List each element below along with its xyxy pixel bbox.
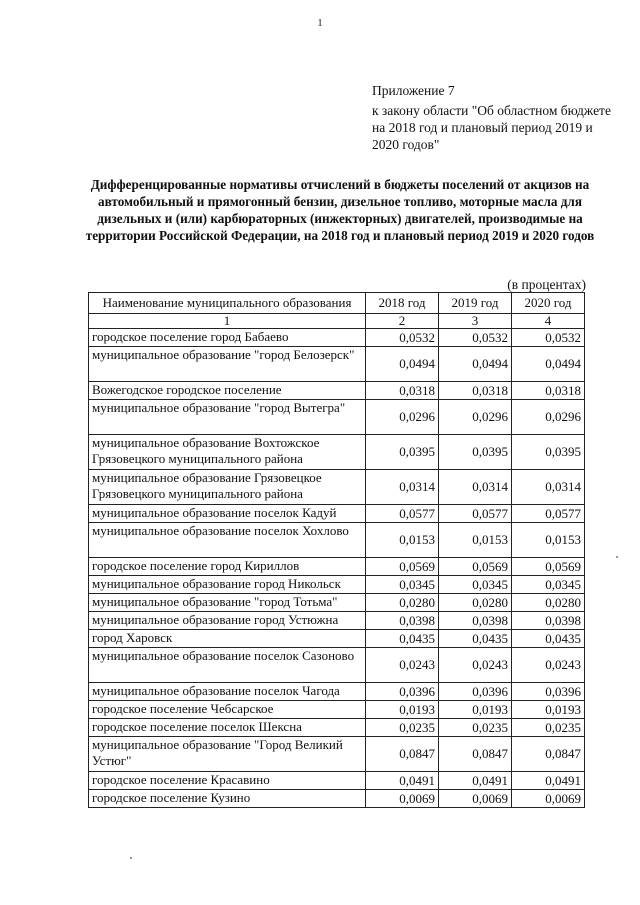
table-row [89,612,585,630]
table-row [89,329,585,347]
value-2018: 0,0396 [366,683,439,701]
municipality-name: городское поселение Кузино [89,790,366,808]
value-2019: 0,0494 [439,347,512,382]
value-2019: 0,0345 [439,576,512,594]
value-2018: 0,0345 [366,576,439,594]
municipality-name: муниципальное образование город Никольск [89,576,366,594]
municipality-name: городское поселение поселок Шексна [89,719,366,737]
units-note: (в процентах) [507,277,586,292]
value-2019: 0,0296 [439,400,512,435]
value-2019: 0,0314 [439,470,512,505]
municipality-name: муниципальное образование поселок Кадуй [89,505,366,523]
table-row [89,772,585,790]
value-2018: 0,0395 [366,435,439,470]
scan-speck [130,857,132,859]
value-2020: 0,0069 [512,790,585,808]
value-2020: 0,0243 [512,648,585,683]
value-2019: 0,0318 [439,382,512,400]
value-2018: 0,0280 [366,594,439,612]
value-2020: 0,0494 [512,347,585,382]
value-2020: 0,0153 [512,523,585,558]
value-2019: 0,0532 [439,329,512,347]
value-2020: 0,0318 [512,382,585,400]
value-2020: 0,0398 [512,612,585,630]
value-2018: 0,0235 [366,719,439,737]
value-2019: 0,0153 [439,523,512,558]
municipality-name: муниципальное образование Вохтожское Грязовецкого муниципального района [89,435,366,470]
value-2020: 0,0235 [512,719,585,737]
table-row [89,347,585,382]
value-2020: 0,0296 [512,400,585,435]
table-row [89,737,585,772]
table-row [89,719,585,737]
value-2019: 0,0395 [439,435,512,470]
value-2019: 0,0569 [439,558,512,576]
value-2018: 0,0847 [366,737,439,772]
table-row [89,400,585,435]
scan-speck [616,556,618,558]
value-2020: 0,0396 [512,683,585,701]
municipality-name: городское поселение город Бабаево [89,329,366,347]
municipality-name: муниципальное образование поселок Хохлово [89,523,366,558]
header-2020: 2020 год [512,293,585,314]
value-2019: 0,0069 [439,790,512,808]
value-2020: 0,0193 [512,701,585,719]
value-2018: 0,0243 [366,648,439,683]
value-2018: 0,0398 [366,612,439,630]
column-number: 3 [439,314,512,329]
value-2019: 0,0435 [439,630,512,648]
municipality-name: муниципальное образование поселок Чагода [89,683,366,701]
value-2018: 0,0153 [366,523,439,558]
value-2018: 0,0296 [366,400,439,435]
appendix-label: Приложение 7 [372,83,455,98]
column-number: 1 [89,314,366,329]
value-2019: 0,0847 [439,737,512,772]
municipality-name: городское поселение город Кириллов [89,558,366,576]
value-2019: 0,0235 [439,719,512,737]
value-2020: 0,0435 [512,630,585,648]
document-title: Дифференцированные нормативы отчислений в бюджеты поселений от акцизов на автомобильный и прямогонный бензин, дизельное топливо, моторные масла для дизельных и (или) карбюраторных (инжекторных) двигателей, производимые на территории Российской Федерации, на 2018 год и плановый период 2019 и 2020 годов [85,177,595,243]
value-2020: 0,0314 [512,470,585,505]
table-row [89,683,585,701]
table-row [89,505,585,523]
value-2019: 0,0243 [439,648,512,683]
municipality-name: городское поселение Чебсарское [89,701,366,719]
column-number: 4 [512,314,585,329]
header-2018: 2018 год [366,293,439,314]
municipality-name: город Харовск [89,630,366,648]
municipality-name: муниципальное образование "город Вытегра" [89,400,366,435]
value-2019: 0,0398 [439,612,512,630]
value-2020: 0,0569 [512,558,585,576]
value-2018: 0,0069 [366,790,439,808]
municipality-name: муниципальное образование поселок Сазоново [89,648,366,683]
municipality-name: городское поселение Красавино [89,772,366,790]
municipality-name: муниципальное образование Грязовецкое Грязовецкого муниципального района [89,470,366,505]
value-2020: 0,0532 [512,329,585,347]
value-2020: 0,0577 [512,505,585,523]
value-2018: 0,0193 [366,701,439,719]
value-2020: 0,0395 [512,435,585,470]
table-row [89,576,585,594]
table-row [89,701,585,719]
table-row [89,470,585,505]
table-row [89,558,585,576]
appendix-reference: к закону области "Об областном бюджете на 2018 год и плановый период 2019 и 2020 годов" [372,103,611,152]
municipality-name: муниципальное образование "город Тотьма" [89,594,366,612]
table-row [89,382,585,400]
table-row [89,648,585,683]
table-row [89,630,585,648]
municipality-name: муниципальное образование город Устюжна [89,612,366,630]
value-2020: 0,0345 [512,576,585,594]
value-2020: 0,0491 [512,772,585,790]
table-row [89,790,585,808]
value-2019: 0,0577 [439,505,512,523]
page-number: 1 [317,18,323,29]
header-2019: 2019 год [439,293,512,314]
table-row [89,435,585,470]
table-row [89,523,585,558]
column-number: 2 [366,314,439,329]
value-2018: 0,0532 [366,329,439,347]
value-2018: 0,0318 [366,382,439,400]
value-2018: 0,0314 [366,470,439,505]
value-2019: 0,0396 [439,683,512,701]
municipality-name: муниципальное образование "город Белозерск" [89,347,366,382]
value-2018: 0,0494 [366,347,439,382]
value-2020: 0,0847 [512,737,585,772]
column-number-row [89,314,585,329]
appendix-block [372,82,612,153]
value-2018: 0,0491 [366,772,439,790]
municipality-name: Вожегодское городское поселение [89,382,366,400]
value-2018: 0,0569 [366,558,439,576]
value-2019: 0,0280 [439,594,512,612]
value-2020: 0,0280 [512,594,585,612]
value-2019: 0,0491 [439,772,512,790]
table-header-row [89,293,585,314]
value-2018: 0,0577 [366,505,439,523]
value-2019: 0,0193 [439,701,512,719]
header-name: Наименование муниципального образования [89,293,366,314]
table-row [89,594,585,612]
municipality-name: муниципальное образование "Город Великий Устюг" [89,737,366,772]
norms-table [88,292,585,808]
value-2018: 0,0435 [366,630,439,648]
